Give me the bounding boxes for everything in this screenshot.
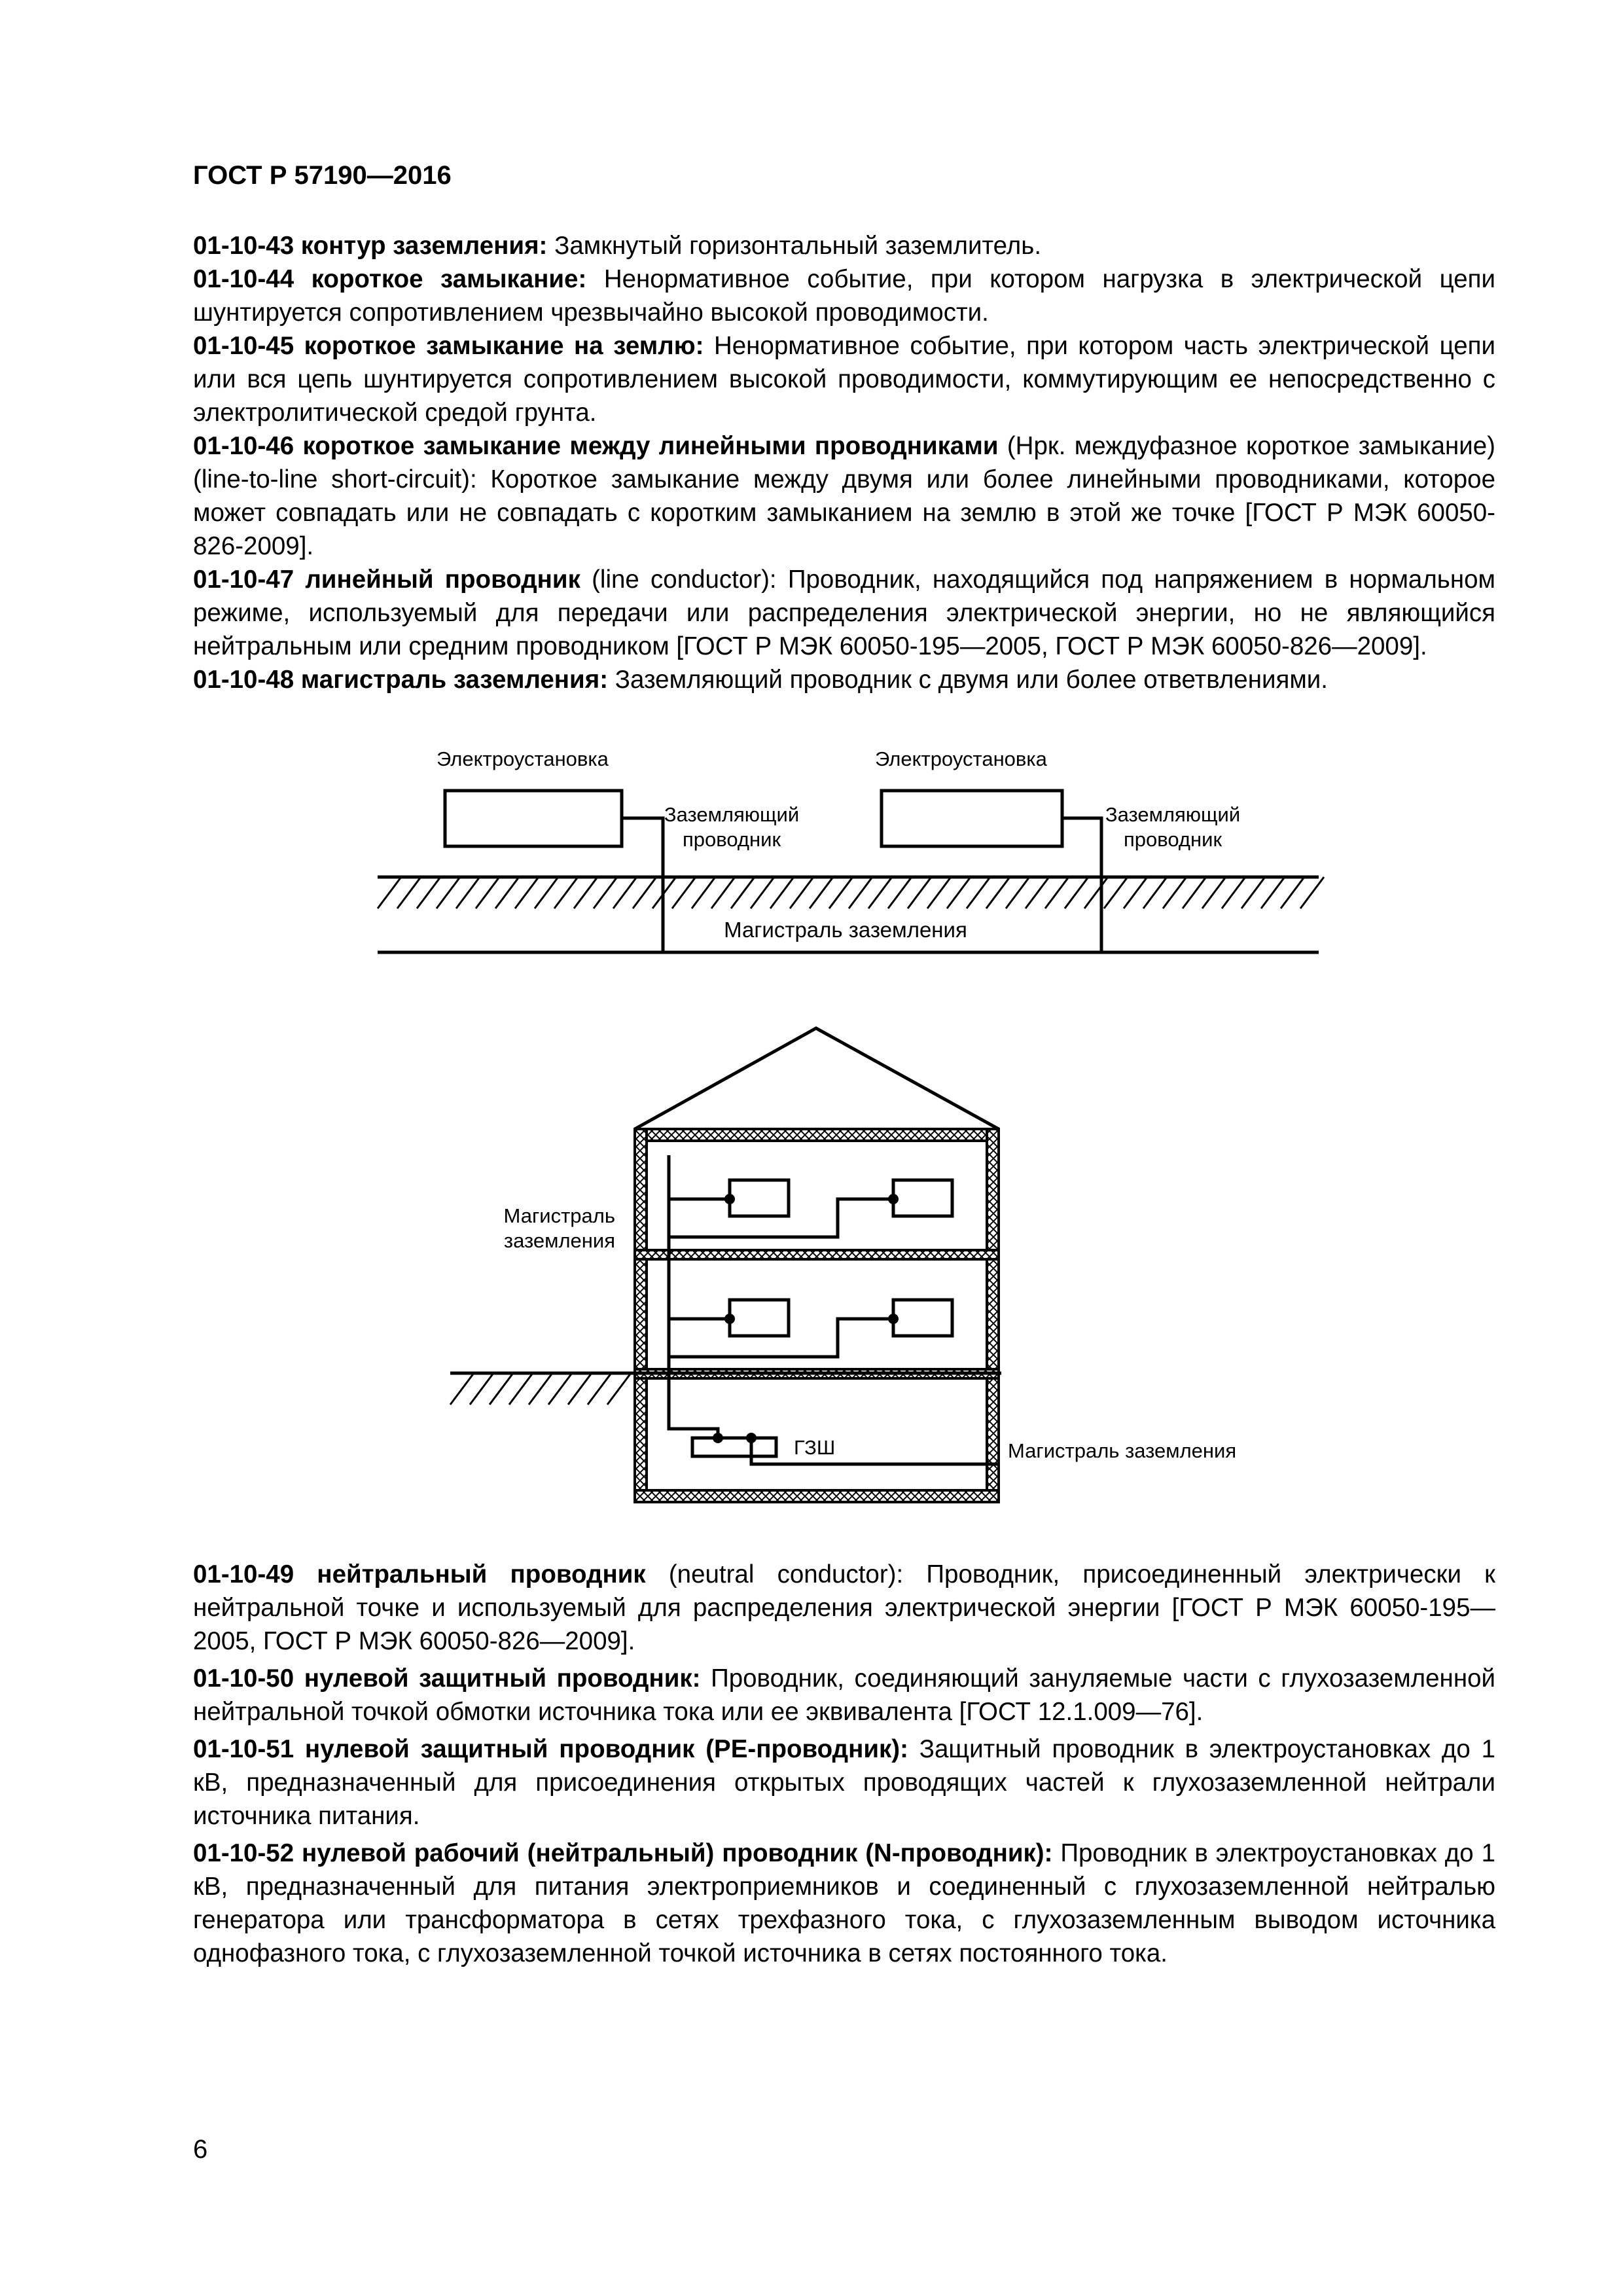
term-title: 01-10-46 короткое замыкание между линейными проводниками <box>193 432 999 460</box>
hatch-line <box>548 1373 572 1405</box>
term-title: 01-10-51 нулевой защитный проводник (PE-проводник): <box>193 1735 908 1763</box>
term-title: 01-10-52 нулевой рабочий (нейтральный) проводник (N-проводник): <box>193 1839 1053 1867</box>
hatch-line <box>711 877 735 908</box>
grounding-main-label-line1: Магистраль <box>503 1204 615 1227</box>
term-definition: Защитный проводник в электроустановках до 1 кВ, предназначенный для присоединения открытых проводящих частей к глухозаземленной нейтрали источника питания. <box>193 1735 1495 1830</box>
hatch-line <box>986 877 1010 908</box>
hatch-line <box>692 877 715 908</box>
hatch-line <box>751 877 774 908</box>
conductor-label-right-line1: Заземляющий <box>1105 803 1241 826</box>
hatch-line <box>908 877 931 908</box>
grounding-wiring <box>669 1155 999 1464</box>
hatch-line <box>588 1373 611 1405</box>
hatch-line <box>554 877 578 908</box>
hatch-line <box>417 877 440 908</box>
term-definition: (Нрк. междуфазное короткое замыкание) (line-to-line short-circuit): Короткое замыкание между двумя или более линейными проводниками, которое может совпадать или не совпадать с коротким замыканием на землю в этой же точке [ГОСТ Р МЭК 60050-826-2009]. <box>193 432 1495 560</box>
term-definition: Ненормативное событие, при котором часть электрической цепи или вся цепь шунтируется сопротивлением высокой проводимости, коммутирующим ее непосредственно с электролитической средой грунта. <box>193 332 1495 427</box>
term-title: 01-10-43 контур заземления: <box>193 232 548 260</box>
term-title: 01-10-49 нейтральный проводник <box>193 1560 646 1588</box>
hatch-line <box>437 877 460 908</box>
term-title: 01-10-50 нулевой защитный проводник: <box>193 1664 701 1693</box>
page-number: 6 <box>193 2135 208 2164</box>
roof <box>635 1028 999 1129</box>
hatch-line <box>967 877 990 908</box>
installation-label-right: Электроустановка <box>875 747 1047 770</box>
floor1-wire <box>669 1319 893 1357</box>
hatch-line <box>810 877 833 908</box>
hatch-line <box>470 1373 493 1405</box>
hatch-line <box>378 877 401 908</box>
hatch-line <box>450 1373 474 1405</box>
document-header: ГОСТ Р 57190—2016 <box>193 161 452 190</box>
hatch-line <box>1183 877 1206 908</box>
hatch-line <box>1241 877 1265 908</box>
floor2-wire <box>669 1199 893 1237</box>
hatch-line <box>633 877 656 908</box>
hatch-line <box>1163 877 1186 908</box>
hatch-line <box>1104 877 1128 908</box>
term-definition: Замкнутый горизонтальный заземлитель. <box>547 232 1042 260</box>
ground-hatching <box>450 1373 631 1405</box>
term-definition: (line conductor): Проводник, находящийся под напряжением в нормальном режиме, используемый для передачи или распределения электрической энергии, но не являющийся нейтральным или средним проводником [ГОСТ Р МЭК 60050-195—2005, ГОСТ Р МЭК 60050-826—2009]. <box>193 565 1495 660</box>
term-title: 01-10-48 магистраль заземления: <box>193 666 609 694</box>
term-definition: Заземляющий проводник с двумя или более ответвлениями. <box>608 666 1328 694</box>
hatch-line <box>1261 877 1285 908</box>
hatch-line <box>1300 877 1324 908</box>
hatch-line <box>672 877 696 908</box>
term-title: 01-10-45 короткое замыкание на землю: <box>193 332 704 360</box>
hatch-line <box>947 877 971 908</box>
term-definition: (neutral conductor): Проводник, присоединенный электрически к нейтральной точке и используемый для распределения электрической энергии [ГОСТ Р МЭК 60050-195—2005, ГОСТ Р МЭК 60050-826—2009]. <box>193 1560 1495 1655</box>
hatch-line <box>495 877 519 908</box>
figure-building <box>450 1028 1001 1502</box>
hatch-line <box>1084 877 1108 908</box>
wall-segment <box>635 1250 999 1259</box>
wall-segment <box>635 1490 999 1502</box>
term-entry <box>193 1837 1495 1970</box>
hatch-line <box>574 877 597 908</box>
hatch-line <box>868 877 892 908</box>
hatch-line <box>1006 877 1029 908</box>
installation-box-right <box>882 791 1062 846</box>
gzsh-label: ГЗШ <box>794 1436 836 1459</box>
conductor-label-left-line1: Заземляющий <box>664 803 800 826</box>
hatch-line <box>1143 877 1167 908</box>
hatch-line <box>1045 877 1069 908</box>
floor2-device-left <box>730 1180 789 1216</box>
hatch-line <box>1124 877 1147 908</box>
term-title: 01-10-44 короткое замыкание: <box>193 265 587 293</box>
hatch-line <box>490 1373 513 1405</box>
conductor-label-left-line2: проводник <box>682 828 781 851</box>
hatch-line <box>594 877 617 908</box>
wall-segment <box>987 1129 999 1502</box>
hatch-line <box>529 1373 552 1405</box>
term-definition: Проводник в электроустановках до 1 кВ, предназначенный для питания электроприемников и соединенный с глухозаземленной нейтралью генератора или трансформатора в сетях трехфазного тока, с глухозаземленным выводом источника однофазного тока, с глухозаземленной точкой источника в сетях постоянного тока. <box>193 1839 1495 1967</box>
grounding-main-label-line2: заземления <box>503 1229 615 1252</box>
term-entry <box>193 1662 1495 1729</box>
grounding-conductor-left <box>622 818 663 952</box>
term-title: 01-10-47 линейный проводник <box>193 565 580 594</box>
hatch-line <box>568 1373 592 1405</box>
hatch-line <box>535 877 558 908</box>
hatch-line <box>1222 877 1245 908</box>
terms-list-bottom <box>193 1558 1495 1974</box>
hatch-line <box>613 877 637 908</box>
hatch-line <box>888 877 912 908</box>
hatch-line <box>515 877 539 908</box>
junction-dot <box>724 1314 735 1324</box>
term-entry <box>193 1558 1495 1658</box>
floor1-device-right <box>893 1300 952 1336</box>
hatch-line <box>1281 877 1304 908</box>
floor1-device-left <box>730 1300 789 1336</box>
hatch-line <box>731 877 755 908</box>
hatch-line <box>927 877 951 908</box>
floor2-device-right <box>893 1180 952 1216</box>
wall-segment <box>635 1129 999 1141</box>
hatch-line <box>770 877 794 908</box>
junction-dot <box>746 1433 757 1443</box>
hatch-line <box>1202 877 1226 908</box>
installation-box-left <box>445 791 622 846</box>
hatch-line <box>397 877 421 908</box>
term-entry <box>193 1732 1495 1833</box>
ground-hatching <box>378 877 1324 908</box>
hatch-line <box>790 877 813 908</box>
junction-dot <box>713 1433 723 1443</box>
hatch-line <box>509 1373 533 1405</box>
hatch-line <box>1065 877 1088 908</box>
hatch-line <box>1026 877 1049 908</box>
term-definition: Проводник, соединяющий зануляемые части с глухозаземленной нейтральной точкой обмотки источника тока или ее эквивалента [ГОСТ 12.1.009—76]. <box>193 1664 1495 1726</box>
hatch-line <box>849 877 872 908</box>
installation-label-left: Электроустановка <box>437 747 609 770</box>
grounding-main-label: Магистраль заземления <box>724 918 967 942</box>
hatch-line <box>476 877 499 908</box>
junction-dot <box>724 1194 735 1204</box>
junction-dot <box>888 1194 899 1204</box>
junction-dot <box>888 1314 899 1324</box>
hatch-line <box>607 1373 631 1405</box>
hatch-line <box>829 877 853 908</box>
grounding-main-label-right: Магистраль заземления <box>1008 1439 1237 1462</box>
hatch-line <box>456 877 480 908</box>
term-definition: Ненормативное событие, при котором нагрузка в электрической цепи шунтируется сопротивлением чрезвычайно высокой проводимости. <box>193 265 1495 327</box>
gzsh-to-main-line <box>751 1438 999 1464</box>
conductor-label-right-line2: проводник <box>1123 828 1222 851</box>
wall-segment <box>635 1129 647 1502</box>
gzsh-bus <box>692 1438 776 1456</box>
